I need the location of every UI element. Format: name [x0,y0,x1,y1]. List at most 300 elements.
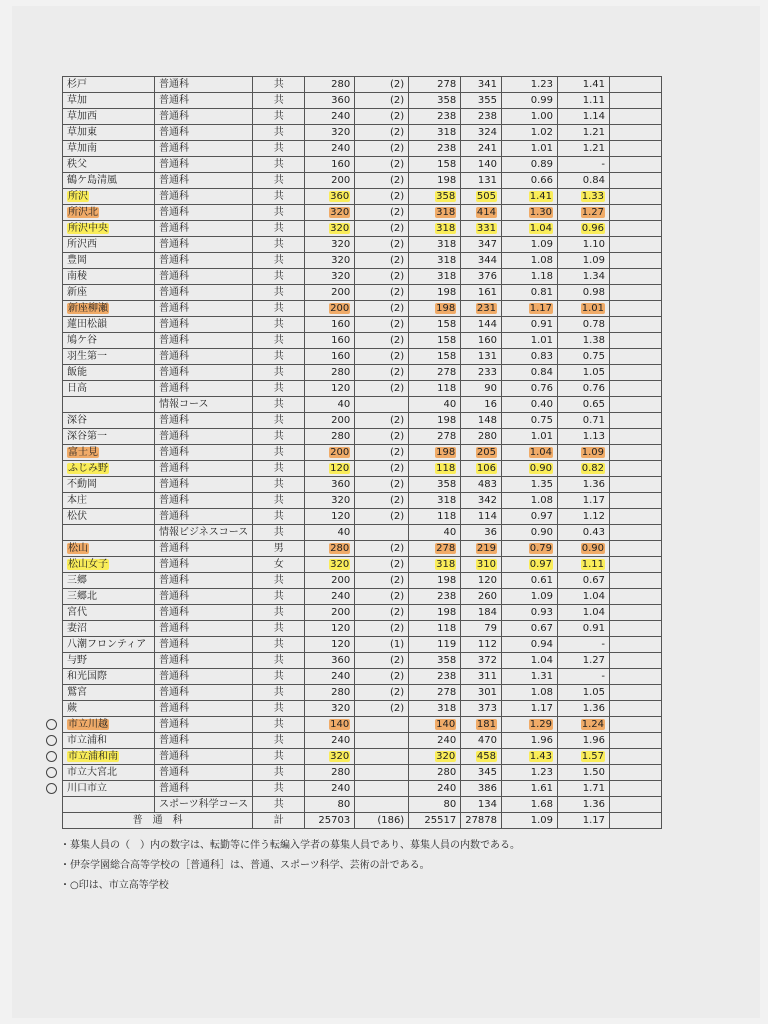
ratio-previous-cell [558,765,610,781]
applicants: 160 [477,335,498,346]
ratio-previous-cell [558,509,610,525]
ratio-current: 1.17 [529,303,553,314]
gender-cell [253,653,305,669]
adjusted-capacity: 358 [437,655,457,666]
ratio-previous: 1.24 [581,719,605,730]
gender: 共 [273,735,284,746]
gender-cell [253,205,305,221]
school-name-cell [63,349,155,365]
ratio-current-cell [502,589,558,605]
transfer-quota-cell [355,125,409,141]
gender: 共 [273,447,284,458]
transfer-quota: (2) [390,479,405,490]
school-name-cell [63,237,155,253]
school-name: 妻沼 [67,623,87,634]
capacity: 280 [331,767,351,778]
ratio-previous: 1.41 [582,79,606,90]
department: 普通科 [159,303,189,314]
adjusted-capacity: 198 [436,447,456,458]
table-row [63,397,662,413]
total-row [63,813,662,829]
school-name-cell [63,733,155,749]
school-name-cell [63,637,155,653]
capacity: 160 [331,159,351,170]
blank-cell [610,349,662,365]
applicants: 148 [477,415,498,426]
table-row [63,637,662,653]
blank-cell [610,221,662,237]
ratio-previous: 1.27 [581,207,605,218]
blank-cell [610,189,662,205]
school-name-cell [63,797,155,813]
transfer-quota: (2) [390,495,405,506]
gender: 男 [273,543,284,554]
department: 普通科 [159,415,189,426]
ratio-previous: 1.13 [582,431,606,442]
ratio-current: 1.23 [530,79,554,90]
blank-cell [610,749,662,765]
ratio-current-cell [502,525,558,541]
transfer-quota-cell [355,525,409,541]
transfer-quota: (2) [390,207,405,218]
adjusted-capacity-cell [409,221,461,237]
gender-cell [253,157,305,173]
capacity-cell [305,765,355,781]
gender: 共 [273,239,284,250]
school-name: ふじみ野 [68,463,108,474]
gender: 共 [273,191,284,202]
ratio-previous-cell [558,397,610,413]
adjusted-capacity-cell [409,413,461,429]
adjusted-capacity-cell [409,669,461,685]
ratio-current: 0.93 [530,607,554,618]
gender: 共 [273,175,284,186]
applicants-cell [461,445,502,461]
table-row [63,653,662,669]
school-name-cell [63,285,155,301]
ratio-previous-cell [558,221,610,237]
ratio-previous: 0.71 [582,415,606,426]
applicants: 219 [476,543,497,554]
department-cell [155,717,253,733]
department: 普通科 [159,191,189,202]
gender: 共 [273,351,284,362]
gender: 共 [273,607,284,618]
table-row [63,205,662,221]
adjusted-capacity-cell [409,525,461,541]
gender: 女 [273,559,284,570]
capacity-cell [305,413,355,429]
applicants: 233 [477,367,498,378]
ratio-previous: 1.05 [582,367,606,378]
blank-cell [610,77,662,93]
ratio-current: 0.90 [530,527,554,538]
admissions-table [62,76,662,829]
applicants: 414 [476,207,497,218]
adjusted-capacity-cell [409,157,461,173]
ratio-previous-cell [558,525,610,541]
blank-cell [610,765,662,781]
school-name: 市立川越 [68,719,108,730]
capacity: 280 [331,431,351,442]
applicants: 373 [477,703,498,714]
blank-cell [610,173,662,189]
ratio-previous-cell [558,349,610,365]
school-name: 飯能 [67,367,87,378]
school-name-cell [63,701,155,717]
adjusted-capacity-cell [409,589,461,605]
capacity-cell [305,253,355,269]
department-cell [155,781,253,797]
capacity-cell [305,621,355,637]
ratio-previous-cell [558,253,610,269]
applicants: 79 [484,623,498,634]
ratio-current-cell [502,157,558,173]
department: 普通科 [159,575,189,586]
applicants: 16 [484,399,498,410]
ratio-current-cell [502,621,558,637]
ratio-current-cell [502,397,558,413]
ratio-previous-cell [558,381,610,397]
gender-cell [253,749,305,765]
applicants: 342 [477,495,498,506]
table-row [63,701,662,717]
department: 普通科 [159,143,189,154]
gender: 共 [273,255,284,266]
table-row [63,493,662,509]
adjusted-capacity-cell [409,781,461,797]
footnote-1: ・募集人員の（ ）内の数字は、転勤等に伴う転編入学者の募集人員であり、募集人員の内数である。 [60,840,520,851]
ratio-previous-cell [558,573,610,589]
ratio-previous: 0.76 [582,383,606,394]
table-row [63,429,662,445]
ratio-current: 1.30 [529,207,553,218]
applicants: 112 [477,639,498,650]
transfer-quota: (2) [390,175,405,186]
ratio-previous: 0.67 [582,575,606,586]
capacity-cell [305,301,355,317]
applicants-cell [461,381,502,397]
department: 普通科 [159,607,189,618]
transfer-quota-cell [355,349,409,365]
table-row [63,301,662,317]
adjusted-capacity: 318 [437,495,457,506]
transfer-quota-cell [355,429,409,445]
capacity: 200 [330,447,350,458]
table-row [63,733,662,749]
capacity: 360 [331,655,351,666]
department: 普通科 [159,95,189,106]
ratio-current-cell [502,637,558,653]
school-name-cell [63,669,155,685]
capacity: 200 [331,607,351,618]
adjusted-capacity: 318 [437,239,457,250]
adjusted-capacity-cell [409,381,461,397]
transfer-quota-cell [355,557,409,573]
gender-cell [253,253,305,269]
department-cell [155,333,253,349]
transfer-quota: (2) [390,95,405,106]
applicants: 231 [476,303,497,314]
applicants: 205 [476,447,497,458]
applicants: 181 [476,719,497,730]
ratio-current: 1.09 [530,239,554,250]
blank-cell [610,317,662,333]
table-row [63,477,662,493]
ratio-current-cell [502,797,558,813]
ratio-current-cell [502,365,558,381]
applicants: 331 [476,223,497,234]
ratio-current-cell [502,477,558,493]
adjusted-capacity-cell [409,237,461,253]
school-name-cell [63,621,155,637]
school-name: 不動岡 [67,479,97,490]
ratio-current-cell [502,429,558,445]
gender-cell [253,557,305,573]
gender: 共 [273,127,284,138]
department-cell [155,125,253,141]
department: 普通科 [159,767,189,778]
blank-cell [610,445,662,461]
gender: 共 [273,527,284,538]
department: 普通科 [159,207,189,218]
adjusted-capacity: 280 [437,767,457,778]
gender: 共 [273,591,284,602]
table-row [63,669,662,685]
ratio-current-cell [502,221,558,237]
school-name: 所沢中央 [68,223,108,234]
school-name: 和光国際 [67,671,107,682]
applicants-cell [461,77,502,93]
gender-cell [253,669,305,685]
school-name: 市立大宮北 [67,767,117,778]
transfer-quota: (2) [390,655,405,666]
capacity: 200 [330,303,350,314]
adjusted-capacity: 158 [437,319,457,330]
gender: 共 [273,431,284,442]
ratio-previous-cell [558,93,610,109]
ratio-previous: - [601,671,606,682]
applicants-cell [461,589,502,605]
school-name-cell [63,269,155,285]
ratio-current-cell [502,141,558,157]
department-cell [155,173,253,189]
transfer-quota-cell [355,365,409,381]
ratio-current: 1.35 [530,479,554,490]
transfer-quota-cell [355,221,409,237]
department-cell [155,93,253,109]
gender-cell [253,429,305,445]
transfer-quota: (2) [390,335,405,346]
applicants-cell [461,189,502,205]
total-applicants: 27878 [461,813,502,829]
transfer-quota-cell [355,797,409,813]
school-name: 三郷 [67,575,87,586]
department-cell [155,413,253,429]
school-name-cell [63,109,155,125]
ratio-previous: 0.90 [581,543,605,554]
adjusted-capacity: 198 [437,575,457,586]
ratio-current: 0.79 [529,543,553,554]
capacity: 280 [331,367,351,378]
transfer-quota-cell [355,189,409,205]
ratio-current: 0.89 [530,159,554,170]
department-cell [155,141,253,157]
adjusted-capacity-cell [409,253,461,269]
capacity-cell [305,397,355,413]
school-name: 八潮フロンティア [67,639,147,650]
applicants-cell [461,397,502,413]
department-cell [155,349,253,365]
gender: 共 [273,287,284,298]
adjusted-capacity-cell [409,173,461,189]
gender-cell [253,701,305,717]
ratio-previous: 1.21 [582,127,606,138]
adjusted-capacity-cell [409,701,461,717]
ratio-previous-cell [558,429,610,445]
ratio-current: 1.17 [530,703,554,714]
applicants: 131 [477,175,498,186]
department: 普通科 [159,351,189,362]
capacity: 280 [331,79,351,90]
capacity: 240 [331,111,351,122]
applicants-cell [461,365,502,381]
ratio-current-cell [502,573,558,589]
adjusted-capacity-cell [409,189,461,205]
department-cell [155,189,253,205]
gender: 共 [273,783,284,794]
gender-cell [253,77,305,93]
department: 普通科 [159,431,189,442]
transfer-quota: (2) [390,271,405,282]
ratio-current: 0.84 [530,367,554,378]
ratio-previous-cell [558,797,610,813]
gender-cell [253,621,305,637]
capacity: 140 [330,719,350,730]
department-cell [155,381,253,397]
applicants-cell [461,701,502,717]
school-name: 草加 [67,95,87,106]
ratio-previous-cell [558,141,610,157]
adjusted-capacity: 40 [443,399,457,410]
ratio-previous: 1.27 [582,655,606,666]
applicants-cell [461,429,502,445]
table-row [63,253,662,269]
applicants-cell [461,637,502,653]
transfer-quota-cell [355,749,409,765]
capacity-cell [305,125,355,141]
gender-cell [253,733,305,749]
transfer-quota-cell [355,381,409,397]
ratio-current: 0.91 [530,319,554,330]
transfer-quota-cell [355,413,409,429]
applicants: 114 [477,511,498,522]
capacity-cell [305,173,355,189]
blank-cell [610,621,662,637]
department-cell [155,301,253,317]
ratio-previous-cell [558,109,610,125]
adjusted-capacity-cell [409,141,461,157]
school-name-cell [63,685,155,701]
table-row [63,621,662,637]
ratio-current-cell [502,349,558,365]
adjusted-capacity: 278 [437,79,457,90]
school-name: 豊岡 [67,255,87,266]
transfer-quota-cell [355,269,409,285]
blank-cell [610,509,662,525]
adjusted-capacity: 40 [443,527,457,538]
adjusted-capacity: 118 [437,383,457,394]
adjusted-capacity: 80 [443,799,457,810]
applicants: 310 [476,559,497,570]
applicants-cell [461,109,502,125]
ratio-previous-cell [558,685,610,701]
transfer-quota-cell [355,637,409,653]
total-adjusted: 25517 [409,813,461,829]
capacity-cell [305,93,355,109]
ratio-current: 0.61 [530,575,554,586]
capacity-cell [305,317,355,333]
gender: 共 [273,719,284,730]
adjusted-capacity: 238 [437,671,457,682]
applicants: 241 [477,143,498,154]
transfer-quota-cell [355,237,409,253]
capacity-cell [305,141,355,157]
adjusted-capacity: 238 [437,591,457,602]
school-name-cell [63,605,155,621]
capacity-cell [305,733,355,749]
applicants: 144 [477,319,498,330]
ratio-previous: 1.96 [582,735,606,746]
adjusted-capacity: 158 [437,335,457,346]
ratio-current-cell [502,493,558,509]
gender: 共 [273,767,284,778]
capacity-cell [305,525,355,541]
transfer-quota: (2) [390,127,405,138]
gender: 共 [273,671,284,682]
ratio-current: 0.75 [530,415,554,426]
gender-cell [253,765,305,781]
ratio-current-cell [502,301,558,317]
gender-cell [253,333,305,349]
applicants-cell [461,141,502,157]
ratio-current-cell [502,749,558,765]
gender: 共 [273,415,284,426]
school-name: 鶴ケ島清風 [67,175,117,186]
school-name-cell [63,125,155,141]
table-body [63,77,662,813]
applicants-cell [461,557,502,573]
transfer-quota: (2) [390,351,405,362]
ratio-previous: 1.05 [582,687,606,698]
department: 普通科 [159,223,189,234]
school-name-cell [63,525,155,541]
gender-cell [253,397,305,413]
applicants-cell [461,125,502,141]
ratio-current: 1.01 [530,431,554,442]
blank-cell [610,253,662,269]
adjusted-capacity-cell [409,269,461,285]
transfer-quota: (2) [390,191,405,202]
ratio-previous-cell [558,493,610,509]
transfer-quota: (2) [390,607,405,618]
adjusted-capacity: 240 [437,735,457,746]
gender: 共 [273,143,284,154]
ratio-current: 1.18 [530,271,554,282]
school-name-cell [63,93,155,109]
department-cell [155,541,253,557]
transfer-quota-cell [355,333,409,349]
